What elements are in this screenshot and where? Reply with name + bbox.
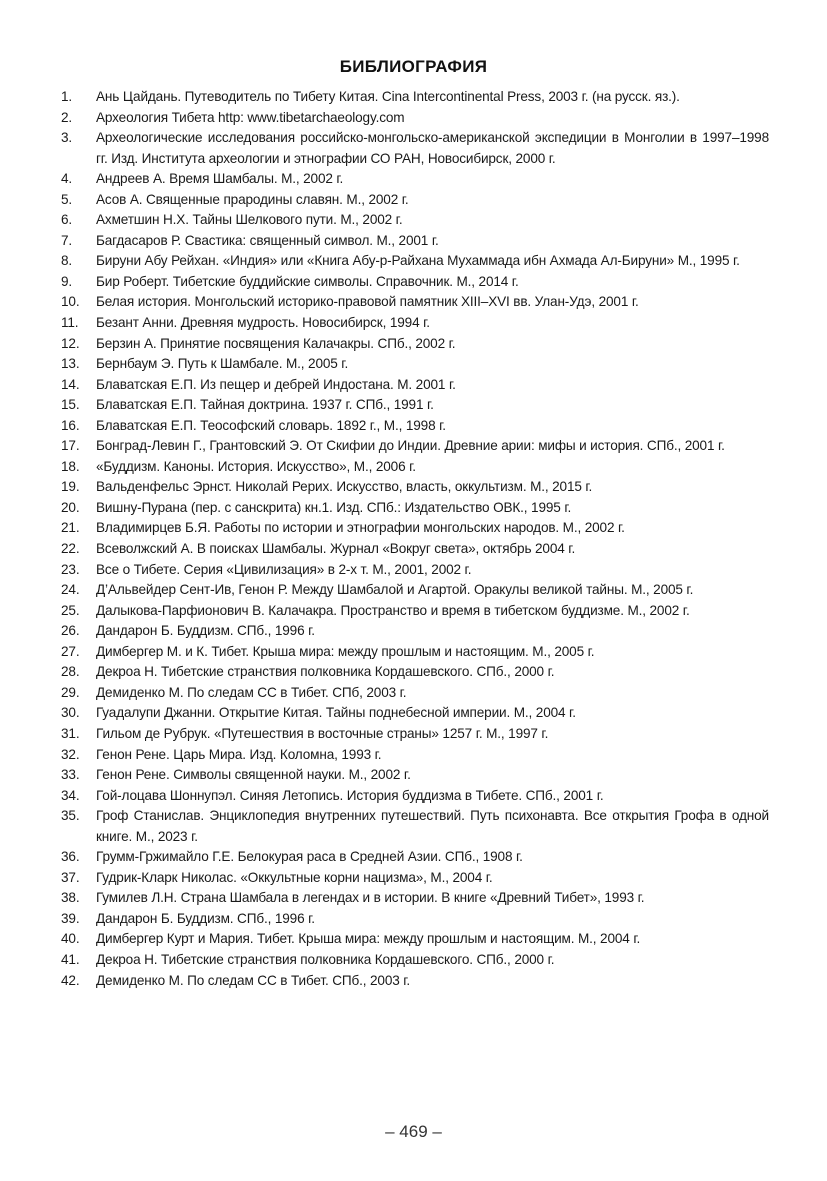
bibliography-entry (61, 477, 769, 498)
bibliography-entry (61, 642, 769, 663)
entry-text: Ахметшин Н.Х. Тайны Шелкового пути. М., 2002 г. (96, 212, 403, 228)
entry-number: 20. (61, 499, 80, 515)
entry-text: Гумилев Л.Н. Страна Шамбала в легендах и в истории. В книге «Древний Тибет», 1993 г. (96, 890, 645, 906)
bibliography-entry (61, 87, 769, 108)
bibliography-entry (61, 231, 769, 252)
entry-number: 34. (61, 787, 80, 803)
entry-text: Д’Альвейдер Сент-Ив, Генон Р. Между Шамбалой и Агартой. Оракулы великой тайны. М., 2005 г. (96, 582, 694, 598)
entry-text: Археологические исследования российско-монгольско-американской экспедиции в Монголии в 1997–1998 гг. Изд. Института археологии и этнографии СО РАН, Новосибирск, 2000 г. (96, 130, 769, 166)
entry-number: 16. (61, 417, 80, 433)
entry-text: Все о Тибете. Серия «Цивилизация» в 2-х т. М., 2001, 2002 г. (96, 561, 472, 577)
entry-text: Бернбаум Э. Путь к Шамбале. М., 2005 г. (96, 356, 349, 372)
entry-number: 18. (61, 458, 80, 474)
bibliography-entry (61, 313, 769, 334)
entry-number: 31. (61, 725, 80, 741)
entry-text: Бируни Абу Рейхан. «Индия» или «Книга Абу-р-Райхана Мухаммада ибн Ахмада Ал-Бируни» М., 1995 г. (96, 253, 740, 269)
bibliography-entry (61, 560, 769, 581)
entry-number: 42. (61, 972, 80, 988)
entry-number: 4. (61, 171, 73, 187)
entry-number: 7. (61, 232, 73, 248)
entry-number: 8. (61, 253, 73, 269)
entry-text: Дандарон Б. Буддизм. СПб., 1996 г. (96, 910, 315, 926)
bibliography-entry (61, 272, 769, 293)
entry-text: «Буддизм. Каноны. История. Искусство», М., 2006 г. (96, 458, 416, 474)
bibliography-entry (61, 292, 769, 313)
entry-number: 27. (61, 643, 80, 659)
entry-number: 21. (61, 520, 80, 536)
entry-number: 23. (61, 561, 80, 577)
bibliography-entry (61, 375, 769, 396)
entry-text: Бир Роберт. Тибетские буддийские символы. Справочник. М., 2014 г. (96, 273, 519, 289)
bibliography-entry (61, 683, 769, 704)
bibliography-list (61, 87, 769, 991)
page-title: БИБЛИОГРАФИЯ (339, 57, 488, 76)
bibliography-entry (61, 971, 769, 992)
entry-number: 28. (61, 664, 80, 680)
entry-text: Димбергер М. и К. Тибет. Крыша мира: между прошлым и настоящим. М., 2005 г. (96, 643, 595, 659)
entry-number: 29. (61, 684, 80, 700)
entry-number: 19. (61, 479, 80, 495)
entry-number: 32. (61, 746, 80, 762)
bibliography-entry (61, 539, 769, 560)
entry-number: 30. (61, 705, 80, 721)
entry-number: 1. (61, 89, 73, 104)
bibliography-entry (61, 601, 769, 622)
entry-text: Багдасаров Р. Свастика: священный символ. М., 2001 г. (96, 232, 439, 248)
entry-number: 24. (61, 582, 80, 598)
bibliography-entry (61, 210, 769, 231)
entry-number: 38. (61, 890, 80, 906)
entry-number: 35. (61, 808, 80, 824)
bibliography-entry (61, 128, 769, 169)
entry-text: Гуадалупи Джанни. Открытие Китая. Тайны поднебесной империи. М., 2004 г. (96, 705, 576, 721)
entry-text: Гроф Станислав. Энциклопедия внутренних путешествий. Путь психонавта. Все открытия Грофа в одной книге. М., 2023 г. (96, 808, 769, 844)
bibliography-entry (61, 950, 769, 971)
entry-text: Ань Цайдань. Путеводитель по Тибету Китая. Cina Intercontinental Press, 2003 г. (на русск. яз.). (96, 89, 680, 104)
entry-number: 17. (61, 438, 80, 454)
bibliography-entry (61, 416, 769, 437)
entry-number: 22. (61, 541, 80, 557)
entry-text: Блаватская Е.П. Из пещер и дебрей Индостана. М. 2001 г. (96, 376, 456, 392)
entry-text: Бонград-Левин Г., Грантовский Э. От Скифии до Индии. Древние арии: мифы и история. СПб., 2001 г. (96, 438, 725, 454)
entry-number: 9. (61, 273, 73, 289)
entry-text: Вишну-Пурана (пер. с санскрита) кн.1. Изд. СПб.: Издательство ОВК., 1995 г. (96, 499, 572, 515)
entry-number: 13. (61, 356, 80, 372)
bibliography-entry (61, 457, 769, 478)
entry-text: Грумм-Гржимайло Г.Е. Белокурая раса в Средней Азии. СПб., 1908 г. (96, 849, 523, 865)
entry-text: Демиденко М. По следам СС в Тибет. СПб, 2003 г. (96, 684, 407, 700)
entry-text: Безант Анни. Древняя мудрость. Новосибирск, 1994 г. (96, 315, 430, 331)
entry-text: Асов А. Священные прародины славян. М., 2002 г. (96, 191, 409, 207)
entry-number: 37. (61, 869, 80, 885)
bibliography-entry (61, 806, 769, 847)
entry-number: 11. (61, 315, 79, 331)
entry-text: Гой-лоцава Шоннупэл. Синяя Летопись. История буддизма в Тибете. СПб., 2001 г. (96, 787, 604, 803)
bibliography-entry (61, 909, 769, 930)
bibliography-entry (61, 354, 769, 375)
entry-text: Генон Рене. Символы священной науки. М., 2002 г. (96, 767, 411, 783)
bibliography-entry (61, 395, 769, 416)
entry-text: Демиденко М. По следам СС в Тибет. СПб., 2003 г. (96, 972, 411, 988)
entry-text: Вальденфельс Эрнст. Николай Рерих. Искусство, власть, оккультизм. М., 2015 г. (96, 479, 593, 495)
entry-number: 12. (61, 335, 80, 351)
bibliography-entry (61, 436, 769, 457)
entry-text: Археология Тибета http: www.tibetarchaeology.com (96, 109, 405, 125)
bibliography-entry (61, 724, 769, 745)
entry-number: 15. (61, 397, 80, 413)
page-number: – 469 – (385, 1122, 442, 1141)
entry-text: Генон Рене. Царь Мира. Изд. Коломна, 1993 г. (96, 746, 382, 762)
entry-text: Белая история. Монгольский историко-правовой памятник XIII–XVI вв. Улан-Удэ, 2001 г. (96, 294, 639, 310)
bibliography-entry (61, 169, 769, 190)
entry-text: Блаватская Е.П. Тайная доктрина. 1937 г. СПб., 1991 г. (96, 397, 434, 413)
bibliography-entry (61, 621, 769, 642)
bibliography-entry (61, 888, 769, 909)
bibliography-entry (61, 518, 769, 539)
entry-number: 36. (61, 849, 80, 865)
entry-text: Далыкова-Парфионович В. Калачакра. Пространство и время в тибетском буддизме. М., 2002 г. (96, 602, 690, 618)
bibliography-entry (61, 868, 769, 889)
entry-number: 41. (61, 951, 80, 967)
entry-number: 25. (61, 602, 80, 618)
entry-text: Декроа Н. Тибетские странствия полковника Кордашевского. СПб., 2000 г. (96, 951, 555, 967)
entry-text: Андреев А. Время Шамбалы. М., 2002 г. (96, 171, 344, 187)
bibliography-entry (61, 334, 769, 355)
bibliography-entry (61, 251, 769, 272)
entry-number: 6. (61, 212, 73, 228)
entry-text: Гудрик-Кларк Николас. «Оккультные корни нацизма», М., 2004 г. (96, 869, 493, 885)
entry-text: Димбергер Курт и Мария. Тибет. Крыша мира: между прошлым и настоящим. М., 2004 г. (96, 931, 641, 947)
entry-text: Гильом де Рубрук. «Путешествия в восточные страны» 1257 г. М., 1997 г. (96, 725, 549, 741)
entry-text: Декроа Н. Тибетские странствия полковника Кордашевского. СПб., 2000 г. (96, 664, 555, 680)
entry-number: 14. (61, 376, 80, 392)
bibliography-entry (61, 580, 769, 601)
bibliography-entry (61, 847, 769, 868)
entry-text: Всеволжский А. В поисках Шамбалы. Журнал «Вокруг света», октябрь 2004 г. (96, 541, 576, 557)
entry-number: 39. (61, 910, 80, 926)
entry-number: 40. (61, 931, 80, 947)
entry-text: Блаватская Е.П. Теософский словарь. 1892 г., М., 1998 г. (96, 417, 446, 433)
entry-number: 26. (61, 623, 80, 639)
entry-number: 5. (61, 191, 73, 207)
bibliography-entry (61, 703, 769, 724)
bibliography-entry (61, 190, 769, 211)
entry-number: 2. (61, 109, 73, 125)
bibliography-entry (61, 786, 769, 807)
bibliography-entry (61, 929, 769, 950)
bibliography-entry (61, 662, 769, 683)
bibliography-entry (61, 498, 769, 519)
entry-text: Дандарон Б. Буддизм. СПб., 1996 г. (96, 623, 315, 639)
bibliography-entry (61, 108, 769, 129)
entry-text: Владимирцев Б.Я. Работы по истории и этнографии монгольских народов. М., 2002 г. (96, 520, 625, 536)
entry-number: 3. (61, 130, 73, 146)
entry-text: Берзин А. Принятие посвящения Калачакры. СПб., 2002 г. (96, 335, 456, 351)
bibliography-entry (61, 745, 769, 766)
bibliography-entry (61, 765, 769, 786)
entry-number: 10. (61, 294, 80, 310)
entry-number: 33. (61, 767, 80, 783)
